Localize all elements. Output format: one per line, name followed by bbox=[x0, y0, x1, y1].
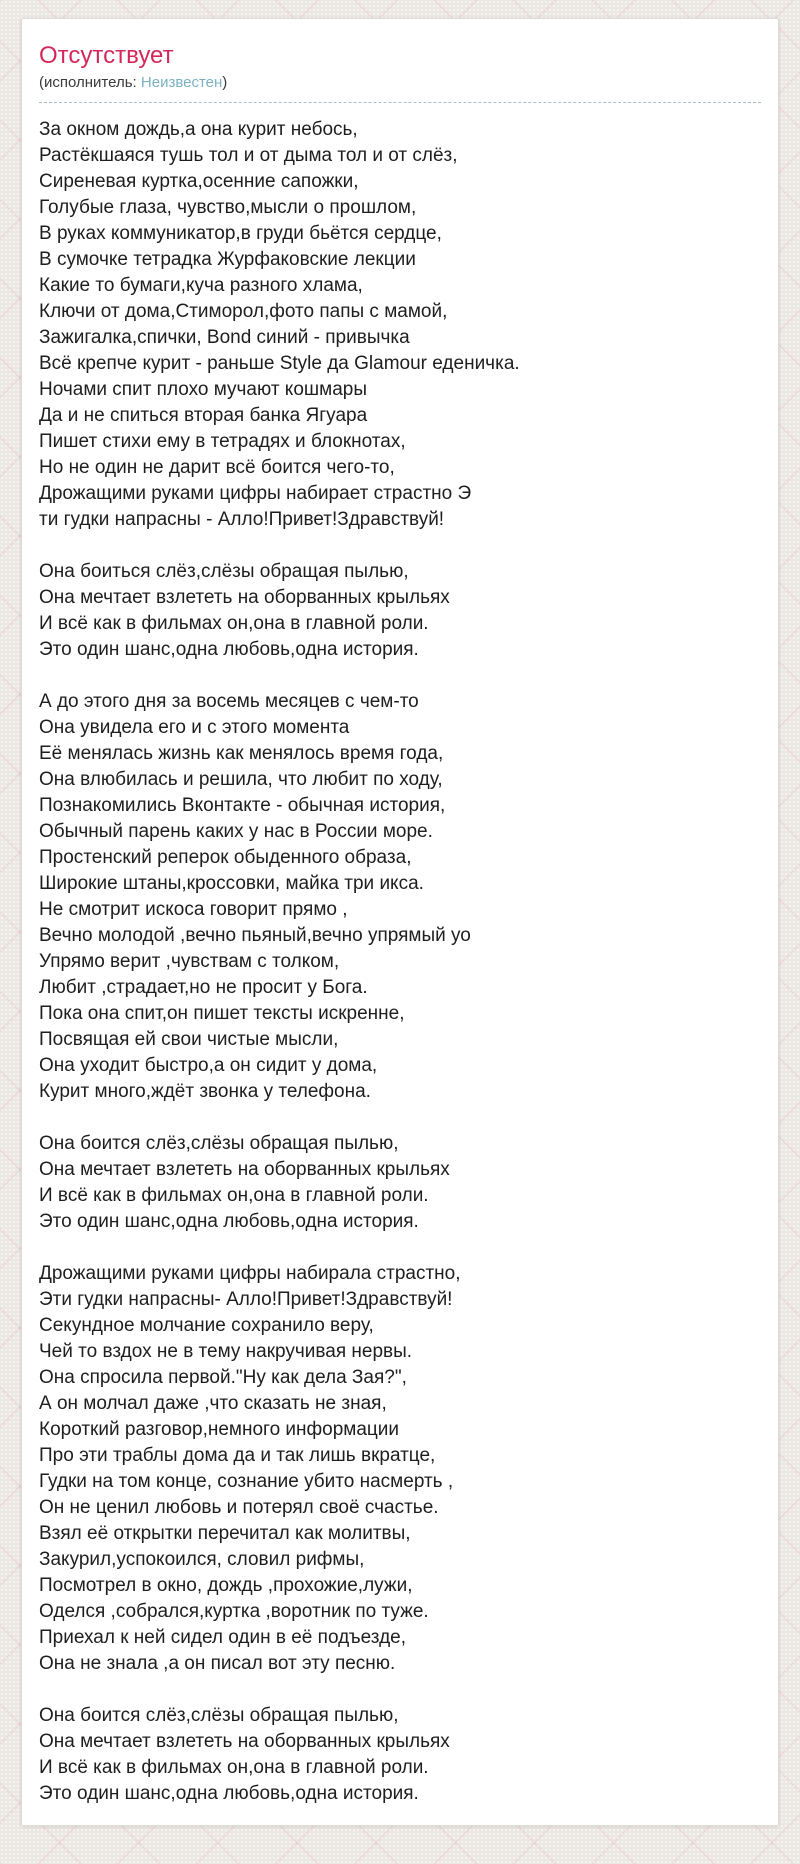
lyrics-stanza bbox=[39, 1261, 761, 1677]
lyric-line: Вечно молодой ,вечно пьяный,вечно упрямый уо bbox=[39, 925, 471, 946]
lyric-line: Закурил,успокоился, словил рифмы, bbox=[39, 1549, 365, 1570]
lyric-line: Короткий разговор,немного информации bbox=[39, 1419, 400, 1440]
lyric-line: Широкие штаны,кроссовки, майка три икса. bbox=[39, 873, 424, 894]
lyric-line: И всё как в фильмах он,она в главной роли. bbox=[39, 1185, 429, 1206]
lyric-line: Она мечтает взлететь на оборванных крыльях bbox=[39, 1731, 450, 1752]
lyric-line: Это один шанс,одна любовь,одна история. bbox=[39, 639, 419, 660]
lyric-line: Познакомились Вконтакте - обычная история, bbox=[39, 795, 446, 816]
lyric-line: Пока она спит,он пишет тексты искренне, bbox=[39, 1003, 405, 1024]
lyric-line: Он не ценил любовь и потерял своё счастье. bbox=[39, 1497, 439, 1518]
lyrics-stanza bbox=[39, 117, 761, 533]
lyric-line: Посвящая ей свои чистые мысли, bbox=[39, 1029, 339, 1050]
lyric-line: Она спросила первой."Ну как дела Зая?", bbox=[39, 1367, 407, 1388]
lyric-line: Про эти траблы дома да и так лишь вкратце, bbox=[39, 1445, 436, 1466]
lyrics-text bbox=[39, 117, 761, 1807]
lyric-line: Она не знала ,а он писал вот эту песню. bbox=[39, 1653, 396, 1674]
lyric-line: Взял её открытки перечитал как молитвы, bbox=[39, 1523, 411, 1544]
artist-line bbox=[39, 73, 761, 93]
lyrics-card bbox=[21, 18, 779, 1826]
lyric-line: Она уходит быстро,а он сидит у дома, bbox=[39, 1055, 378, 1076]
lyric-line: Посмотрел в окно, дождь ,прохожие,лужи, bbox=[39, 1575, 413, 1596]
lyric-line: Чей то вздох не в тему накручивая нервы. bbox=[39, 1341, 413, 1362]
lyrics-stanza bbox=[39, 1131, 761, 1235]
lyric-line: Упрямо верит ,чувствам с толком, bbox=[39, 951, 340, 972]
lyric-line: Она увидела его и с этого момента bbox=[39, 717, 350, 738]
lyric-line: Её менялась жизнь как менялось время года, bbox=[39, 743, 444, 764]
lyric-line: Растёкшаяся тушь тол и от дыма тол и от слёз, bbox=[39, 145, 458, 166]
lyric-line: Дрожащими руками цифры набирает страстно Э bbox=[39, 483, 472, 504]
artist-label: (исполнитель: bbox=[39, 74, 137, 91]
lyric-line: Не смотрит искоса говорит прямо , bbox=[39, 899, 348, 920]
lyric-line: Сиреневая куртка,осенние сапожки, bbox=[39, 171, 359, 192]
song-title: Отсутствует bbox=[39, 42, 174, 69]
lyric-line: И всё как в фильмах он,она в главной роли. bbox=[39, 613, 429, 634]
lyric-line: Но не один не дарит всё боится чего-то, bbox=[39, 457, 395, 478]
lyric-line: За окном дождь,а она курит небось, bbox=[39, 119, 358, 140]
page-background bbox=[0, 18, 800, 1864]
lyric-line: Зажигалка,спички, Bond синий - привычка bbox=[39, 327, 410, 348]
lyric-line: Она боится слёз,слёзы обращая пылью, bbox=[39, 1133, 399, 1154]
lyric-line: В руках коммуникатор,в груди бьётся сердце, bbox=[39, 223, 442, 244]
lyrics-stanza bbox=[39, 559, 761, 663]
lyric-line: Дрожащими руками цифры набирала страстно, bbox=[39, 1263, 461, 1284]
lyric-line: Гудки на том конце, сознание убито насмерть , bbox=[39, 1471, 454, 1492]
lyric-line: ти гудки напрасны - Алло!Привет!Здравствуй! bbox=[39, 509, 445, 530]
lyric-line: А до этого дня за восемь месяцев с чем-то bbox=[39, 691, 419, 712]
lyric-line: Секундное молчание сохранило веру, bbox=[39, 1315, 374, 1336]
lyric-line: Эти гудки напрасны- Алло!Привет!Здравствуй! bbox=[39, 1289, 453, 1310]
lyric-line: Ночами спит плохо мучают кошмары bbox=[39, 379, 367, 400]
lyric-line: Любит ,страдает,но не просит у Бога. bbox=[39, 977, 368, 998]
lyric-line: Всё крепче курит - раньше Style да Glamour еденичка. bbox=[39, 353, 520, 374]
lyric-line: Ключи от дома,Стиморол,фото папы с мамой, bbox=[39, 301, 448, 322]
lyric-line: В сумочке тетрадка Журфаковские лекции bbox=[39, 249, 416, 270]
lyric-line: Простенский реперок обыденного образа, bbox=[39, 847, 412, 868]
lyric-line: А он молчал даже ,что сказать не зная, bbox=[39, 1393, 387, 1414]
lyric-line: Это один шанс,одна любовь,одна история. bbox=[39, 1783, 419, 1804]
dashed-separator bbox=[39, 102, 761, 103]
lyric-line: Она мечтает взлететь на оборванных крыльях bbox=[39, 1159, 450, 1180]
lyric-line: Обычный парень каких у нас в России море. bbox=[39, 821, 433, 842]
lyric-line: Она влюбилась и решила, что любит по ходу, bbox=[39, 769, 443, 790]
lyric-line: Оделся ,собрался,куртка ,воротник по туже. bbox=[39, 1601, 429, 1622]
lyric-line: Какие то бумаги,куча разного хлама, bbox=[39, 275, 363, 296]
artist-link[interactable]: Неизвестен bbox=[140, 74, 223, 91]
lyric-line: Курит много,ждёт звонка у телефона. bbox=[39, 1081, 371, 1102]
lyric-line: Она боится слёз,слёзы обращая пылью, bbox=[39, 1705, 399, 1726]
lyric-line: Да и не спиться вторая банка Ягуара bbox=[39, 405, 368, 426]
lyric-line: Приехал к ней сидел один в её подъезде, bbox=[39, 1627, 407, 1648]
lyric-line: Она боиться слёз,слёзы обращая пылью, bbox=[39, 561, 409, 582]
lyrics-stanza bbox=[39, 689, 761, 1105]
lyrics-stanza bbox=[39, 1703, 761, 1807]
lyric-line: Она мечтает взлететь на оборванных крыльях bbox=[39, 587, 450, 608]
lyric-line: Это один шанс,одна любовь,одна история. bbox=[39, 1211, 419, 1232]
lyric-line: Пишет стихи ему в тетрадях и блокнотах, bbox=[39, 431, 406, 452]
lyric-line: И всё как в фильмах он,она в главной роли. bbox=[39, 1757, 429, 1778]
lyric-line: Голубые глаза, чувство,мысли о прошлом, bbox=[39, 197, 417, 218]
artist-suffix: ) bbox=[222, 74, 228, 91]
